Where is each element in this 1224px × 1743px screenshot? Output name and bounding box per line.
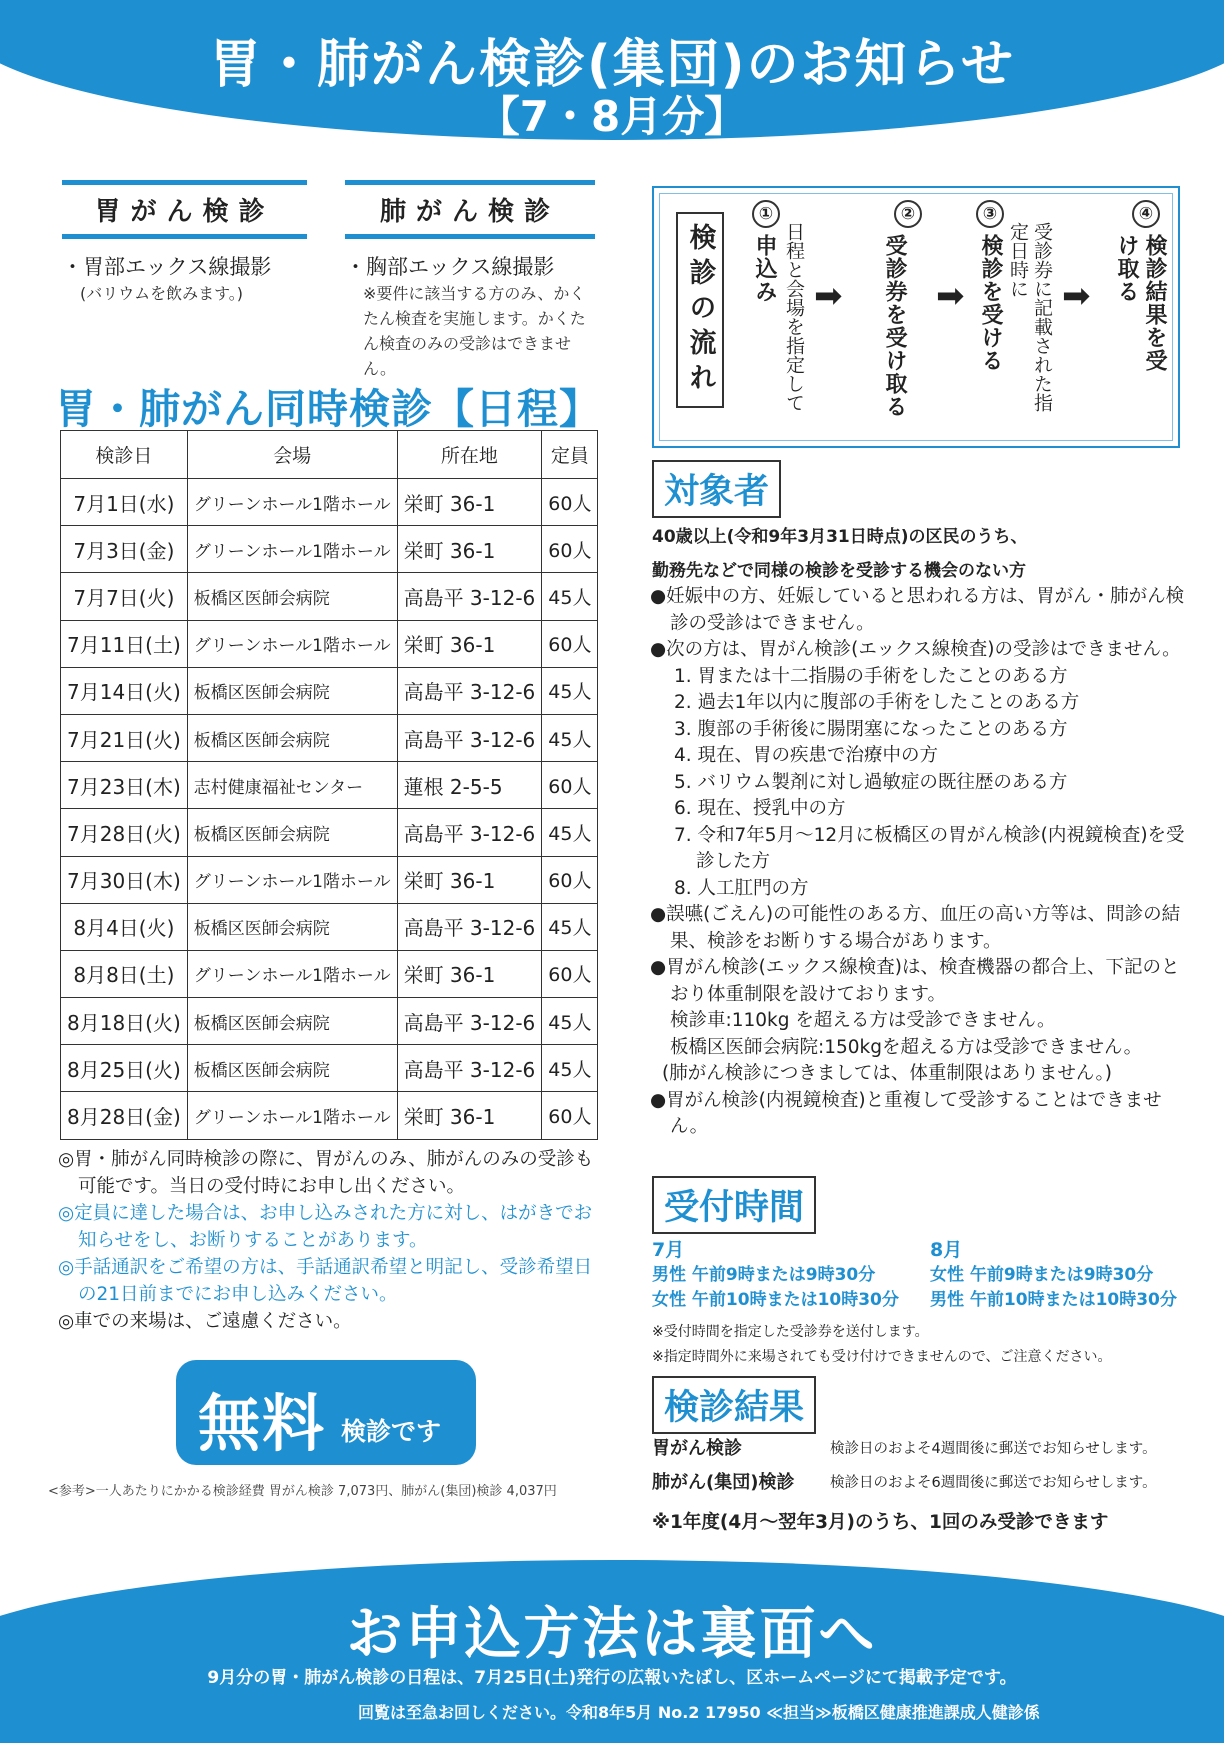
step-4-number: ④: [1132, 200, 1160, 228]
free-badge-main: 無料: [198, 1387, 327, 1460]
reception-notes: [652, 1320, 1111, 1370]
cell-date: 8月18日(火): [61, 998, 188, 1045]
cell-address: 高島平 3-12-6: [397, 573, 542, 620]
reception-july-line-1: 男性 午前9時または9時30分: [652, 1265, 876, 1285]
cell-venue: 板橋区医師会病院: [187, 1045, 397, 1092]
arrow-2-icon: ➡: [936, 276, 965, 316]
cost-reference: <参考>一人あたりにかかる検診経費 胃がん検診 7,073円、肺がん(集団)検診 4,037円: [48, 1484, 557, 1499]
table-row: [61, 1092, 598, 1139]
schedule-note: ◎車での来場は、ご遠慮ください。: [58, 1311, 352, 1332]
exclusion-item: 8. 人工肛門の方: [674, 877, 809, 899]
result-lung-text: 検診日のおよそ6週間後に郵送でお知らせします。: [830, 1475, 1157, 1491]
cell-capacity: 60人: [542, 762, 598, 809]
table-row: [61, 809, 598, 856]
cell-venue: 板橋区医師会病院: [187, 667, 397, 714]
free-badge-sub: 検診です: [341, 1417, 442, 1446]
cell-capacity: 60人: [542, 856, 598, 903]
table-row: [61, 620, 598, 667]
lung-exam-heading: 肺がん検診: [345, 180, 595, 239]
cell-address: 高島平 3-12-6: [397, 714, 542, 761]
col-header-date: 検診日: [61, 431, 188, 479]
results-heading: 検診結果: [652, 1376, 816, 1434]
cell-date: 7月23日(木): [61, 762, 188, 809]
cell-address: 栄町 36-1: [397, 856, 542, 903]
weight-limit-hospital: 板橋区医師会病院:150kgを超える方は受診できません。: [670, 1036, 1143, 1058]
cell-venue: 板橋区医師会病院: [187, 714, 397, 761]
schedule-table: [60, 430, 598, 1140]
result-stomach-label: 胃がん検診: [652, 1438, 742, 1459]
page-title: 胃・肺がん検診(集団)のお知らせ: [209, 35, 1015, 95]
cell-venue: グリーンホール1階ホール: [187, 856, 397, 903]
target-lead-line-2: 勤務先などで同様の検診を受診する機会のない方: [652, 561, 1026, 581]
exclusion-item: 1. 胃または十二指腸の手術をしたことのある方: [674, 665, 1068, 687]
lung-exam-box: [345, 180, 595, 381]
cell-address: 高島平 3-12-6: [397, 903, 542, 950]
cell-date: 7月21日(火): [61, 714, 188, 761]
reception-heading: 受付時間: [652, 1176, 816, 1234]
schedule-header-row: [61, 431, 598, 479]
stomach-exam-note: (バリウムを飲みます。): [80, 284, 244, 303]
footer-title: お申込方法は裏面へ: [346, 1602, 878, 1667]
reception-august-line-1: 女性 午前9時または9時30分: [930, 1265, 1154, 1285]
cell-venue: 板橋区医師会病院: [187, 903, 397, 950]
weight-limit-lung-note: (肺がん検診につきましては、体重制限はありません。): [662, 1063, 1112, 1084]
cell-capacity: 45人: [542, 573, 598, 620]
cell-venue: グリーンホール1階ホール: [187, 1092, 397, 1139]
cell-date: 7月28日(火): [61, 809, 188, 856]
cell-date: 8月28日(金): [61, 1092, 188, 1139]
step-2-text: 受診券を受け取る: [882, 234, 907, 418]
footer-circulation-note: 回覧は至急お回しください。令和8年5月 No.2 17950 ≪担当≫板橋区健康推進課成人健診係: [358, 1703, 1040, 1722]
exclusion-item: 4. 現在、胃の疾患で治療中の方: [674, 745, 939, 766]
cell-date: 7月3日(金): [61, 526, 188, 573]
step-3-number: ③: [976, 200, 1004, 228]
cell-capacity: 45人: [542, 998, 598, 1045]
cell-capacity: 45人: [542, 809, 598, 856]
footer-schedule-note: 9月分の胃・肺がん検診の日程は、7月25日(土)発行の広報いたばし、区ホームページにて掲載予定です。: [207, 1668, 1017, 1688]
target-bullet-pregnancy: ●妊娠中の方、妊娠していると思われる方は、胃がん・肺がん検診の受診はできません。: [650, 586, 1185, 634]
step-1-number: ①: [752, 200, 780, 228]
result-stomach-text: 検診日のおよそ4週間後に郵送でお知らせします。: [830, 1441, 1157, 1457]
col-header-capacity: 定員: [542, 431, 598, 479]
target-lead: [652, 520, 1028, 588]
free-badge: [176, 1360, 476, 1465]
stomach-exam-box: [62, 180, 307, 306]
reception-august: [930, 1238, 1177, 1313]
cell-capacity: 45人: [542, 903, 598, 950]
target-bullet-weight-limit: ●胃がん検診(エックス線検査)は、検査機器の都合上、下記のとおり体重制限を設けております。: [650, 957, 1180, 1005]
cell-address: 栄町 36-1: [397, 526, 542, 573]
step-4-text: 検診結果を受け取る: [1114, 234, 1167, 372]
target-conditions: [650, 584, 1185, 1141]
arrow-1-icon: ➡: [814, 276, 843, 316]
cell-venue: グリーンホール1階ホール: [187, 950, 397, 997]
cell-address: 蓮根 2-5-5: [397, 762, 542, 809]
cell-capacity: 60人: [542, 620, 598, 667]
stomach-exam-heading: 胃がん検診: [62, 180, 307, 239]
table-row: [61, 667, 598, 714]
table-row: [61, 1045, 598, 1092]
cell-address: 高島平 3-12-6: [397, 809, 542, 856]
cell-address: 高島平 3-12-6: [397, 1045, 542, 1092]
cell-capacity: 60人: [542, 950, 598, 997]
exclusion-item: 6. 現在、授乳中の方: [674, 798, 846, 819]
cell-venue: グリーンホール1階ホール: [187, 526, 397, 573]
exam-flow-label: 検診の流れ: [676, 212, 724, 408]
lung-exam-note: ※要件に該当する方のみ、かくたん検査を実施します。かくたん検査のみの受診はできません。: [363, 284, 586, 378]
exclusion-item: 3. 腹部の手術後に腸閉塞になったことのある方: [674, 718, 1068, 740]
cell-date: 8月4日(火): [61, 903, 188, 950]
reception-august-line-2: 男性 午前10時または10時30分: [930, 1290, 1177, 1310]
target-heading: 対象者: [652, 460, 781, 518]
schedule-notes: [58, 1146, 603, 1335]
exclusion-item: 7. 令和7年5月～12月に板橋区の胃がん検診(内視鏡検査)を受診した方: [674, 824, 1185, 872]
table-row: [61, 903, 598, 950]
weight-limit-van: 検診車:110kg を超える方は受診できません。: [670, 1010, 1056, 1031]
lung-exam-item: ・胸部エックス線撮影: [345, 255, 555, 279]
cell-date: 7月7日(火): [61, 573, 188, 620]
cell-capacity: 60人: [542, 526, 598, 573]
cell-address: 高島平 3-12-6: [397, 667, 542, 714]
stomach-exam-item: ・胃部エックス線撮影: [62, 255, 272, 279]
cell-date: 7月1日(水): [61, 479, 188, 526]
cell-capacity: 45人: [542, 1045, 598, 1092]
page-subtitle: 【7・8月分】: [477, 92, 747, 141]
step-1-text: 申込み: [752, 234, 777, 303]
table-row: [61, 714, 598, 761]
schedule-title: 胃・肺がん同時検診【日程】: [55, 385, 601, 433]
cell-capacity: 60人: [542, 1092, 598, 1139]
table-row: [61, 762, 598, 809]
reception-note-2: ※指定時間外に来場されても受け付けできませんので、ご注意ください。: [652, 1349, 1112, 1365]
reception-july-month: 7月: [652, 1239, 685, 1261]
table-row: [61, 526, 598, 573]
target-bullet-aspiration: ●誤嚥(ごえん)の可能性のある方、血圧の高い方等は、問診の結果、検診をお断りする場合があります。: [650, 904, 1181, 952]
reception-july: [652, 1238, 899, 1313]
cell-date: 8月25日(火): [61, 1045, 188, 1092]
cell-capacity: 45人: [542, 667, 598, 714]
cell-date: 7月11日(土): [61, 620, 188, 667]
exclusion-item: 5. バリウム製剤に対し過敏症の既往歴のある方: [674, 771, 1068, 793]
cell-capacity: 45人: [542, 714, 598, 761]
step-3-text: 検診を受ける: [978, 234, 1003, 372]
schedule-note: ◎定員に達した場合は、お申し込みされた方に対し、はがきでお知らせをし、お断りすることがあります。: [58, 1203, 593, 1251]
table-row: [61, 950, 598, 997]
reception-note-1: ※受付時間を指定した受診券を送付します。: [652, 1324, 929, 1340]
cell-venue: グリーンホール1階ホール: [187, 479, 397, 526]
exclusion-list: [650, 664, 1185, 903]
target-bullet-endoscopy: ●胃がん検診(内視鏡検査)と重複して受診することはできません。: [650, 1089, 1162, 1137]
table-row: [61, 998, 598, 1045]
target-bullet-xray-exclusion: ●次の方は、胃がん検診(エックス線検査)の受診はできません。: [650, 639, 1181, 660]
schedule-note: ◎手話通訳をご希望の方は、手話通訳希望と明記し、受診希望日の21日前までにお申し込みください。: [58, 1257, 593, 1305]
cell-venue: 板橋区医師会病院: [187, 809, 397, 856]
col-header-venue: 会場: [187, 431, 397, 479]
cell-date: 7月14日(火): [61, 667, 188, 714]
cell-address: 栄町 36-1: [397, 950, 542, 997]
results-once-note: ※1年度(4月～翌年3月)のうち、1回のみ受診できます: [652, 1512, 1109, 1533]
cell-date: 8月8日(土): [61, 950, 188, 997]
exam-flow-box: [652, 186, 1180, 448]
cell-venue: 板橋区医師会病院: [187, 573, 397, 620]
col-header-address: 所在地: [397, 431, 542, 479]
cell-venue: グリーンホール1階ホール: [187, 620, 397, 667]
cell-venue: 板橋区医師会病院: [187, 998, 397, 1045]
table-row: [61, 573, 598, 620]
cell-address: 栄町 36-1: [397, 1092, 542, 1139]
schedule-note: ◎胃・肺がん同時検診の際に、胃がんのみ、肺がんのみの受診も可能です。当日の受付時にお申し出ください。: [58, 1149, 594, 1197]
reception-august-month: 8月: [930, 1239, 963, 1261]
cell-address: 栄町 36-1: [397, 479, 542, 526]
step-3-sub: 受診券に記載された指定日時に: [1007, 222, 1053, 412]
reception-july-line-2: 女性 午前10時または10時30分: [652, 1290, 899, 1310]
step-2-number: ②: [894, 200, 922, 228]
table-row: [61, 479, 598, 526]
exam-flow-inner: [659, 193, 1173, 441]
cell-date: 7月30日(木): [61, 856, 188, 903]
cell-capacity: 60人: [542, 479, 598, 526]
cell-address: 栄町 36-1: [397, 620, 542, 667]
cell-address: 高島平 3-12-6: [397, 998, 542, 1045]
step-1-sub: 日程と会場を指定して: [783, 222, 805, 412]
result-lung-label: 肺がん(集団)検診: [652, 1472, 795, 1493]
cell-venue: 志村健康福祉センター: [187, 762, 397, 809]
target-lead-line-1: 40歳以上(令和9年3月31日時点)の区民のうち、: [652, 527, 1028, 547]
arrow-3-icon: ➡: [1062, 276, 1091, 316]
table-row: [61, 856, 598, 903]
exclusion-item: 2. 過去1年以内に腹部の手術をしたことのある方: [674, 692, 1080, 713]
